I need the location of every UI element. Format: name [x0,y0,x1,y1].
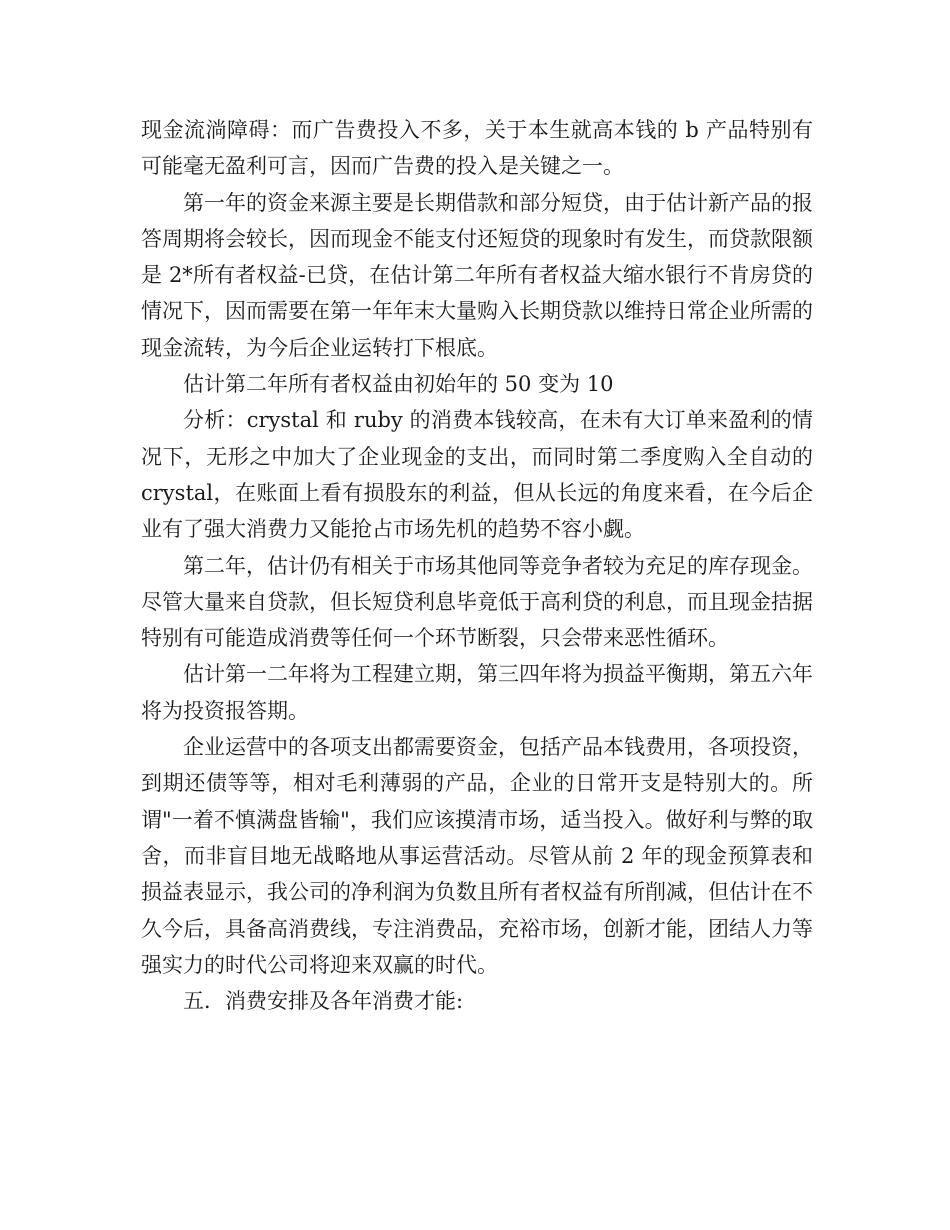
paragraph-funding-sources: 第一年的资金来源主要是长期借款和部分短贷，由于估计新产品的报答周期将会较长，因而现金不能支付还短贷的现象时有发生，而贷款限额是 2*所有者权益-已贷，在估计第二年所有者权益大缩水银行不肯房贷的情况下，因而需要在第一年年末大量购入长期贷款以维持日常企业所需的现金流转，为今后企业运转打下根底。 [141,190,813,360]
paragraph-phases: 估计第一二年将为工程建立期，第三四年将为损益平衡期，第五六年将为投资报答期。 [141,662,813,723]
paragraph-continuation: 现金流淌障碍：而广告费投入不多，关于本生就高本钱的 b 产品特别有可能毫无盈利可言，因而广告费的投入是关键之一。 [141,118,813,179]
paragraph-second-year: 第二年，估计仍有相关于市场其他同等竞争者较为充足的库存现金。尽管大量来自贷款，但长短贷利息毕竟低于高利贷的利息，而且现金拮据特别有可能造成消费等任何一个环节断裂，只会带来恶性循环。 [141,553,813,651]
paragraph-equity-estimate: 估计第二年所有者权益由初始年的 50 变为 10 [183,372,614,397]
section-heading: 五．消费安排及各年消费才能: [183,989,464,1014]
paragraph-operations: 企业运营中的各项支出都需要资金，包括产品本钱费用，各项投资，到期还债等等，相对毛利薄弱的产品，企业的日常开支是特别大的。所谓"一着不慎满盘皆输"，我们应该摸清市场，适当投入。做好利与弊的取舍，而非盲目地无战略地从事运营活动。尽管从前 2 年的现金预算表和损益表显示，我公司的净利润为负数且所有者权益有所削减，但估计在不久今后，具备高消费线，专注消费品，充裕市场，创新才能，团结人力等强实力的时代公司将迎来双赢的时代。 [141,735,813,977]
document-body [141,112,813,1019]
paragraph-analysis: 分析：crystal 和 ruby 的消费本钱较高，在未有大订单来盈利的情况下，无形之中加大了企业现金的支出，而同时第二季度购入全自动的 crystal，在账面上看有损股东的利益，但从长远的角度来看，在今后企业有了强大消费力又能抢占市场先机的趋势不容小觑。 [141,408,813,542]
